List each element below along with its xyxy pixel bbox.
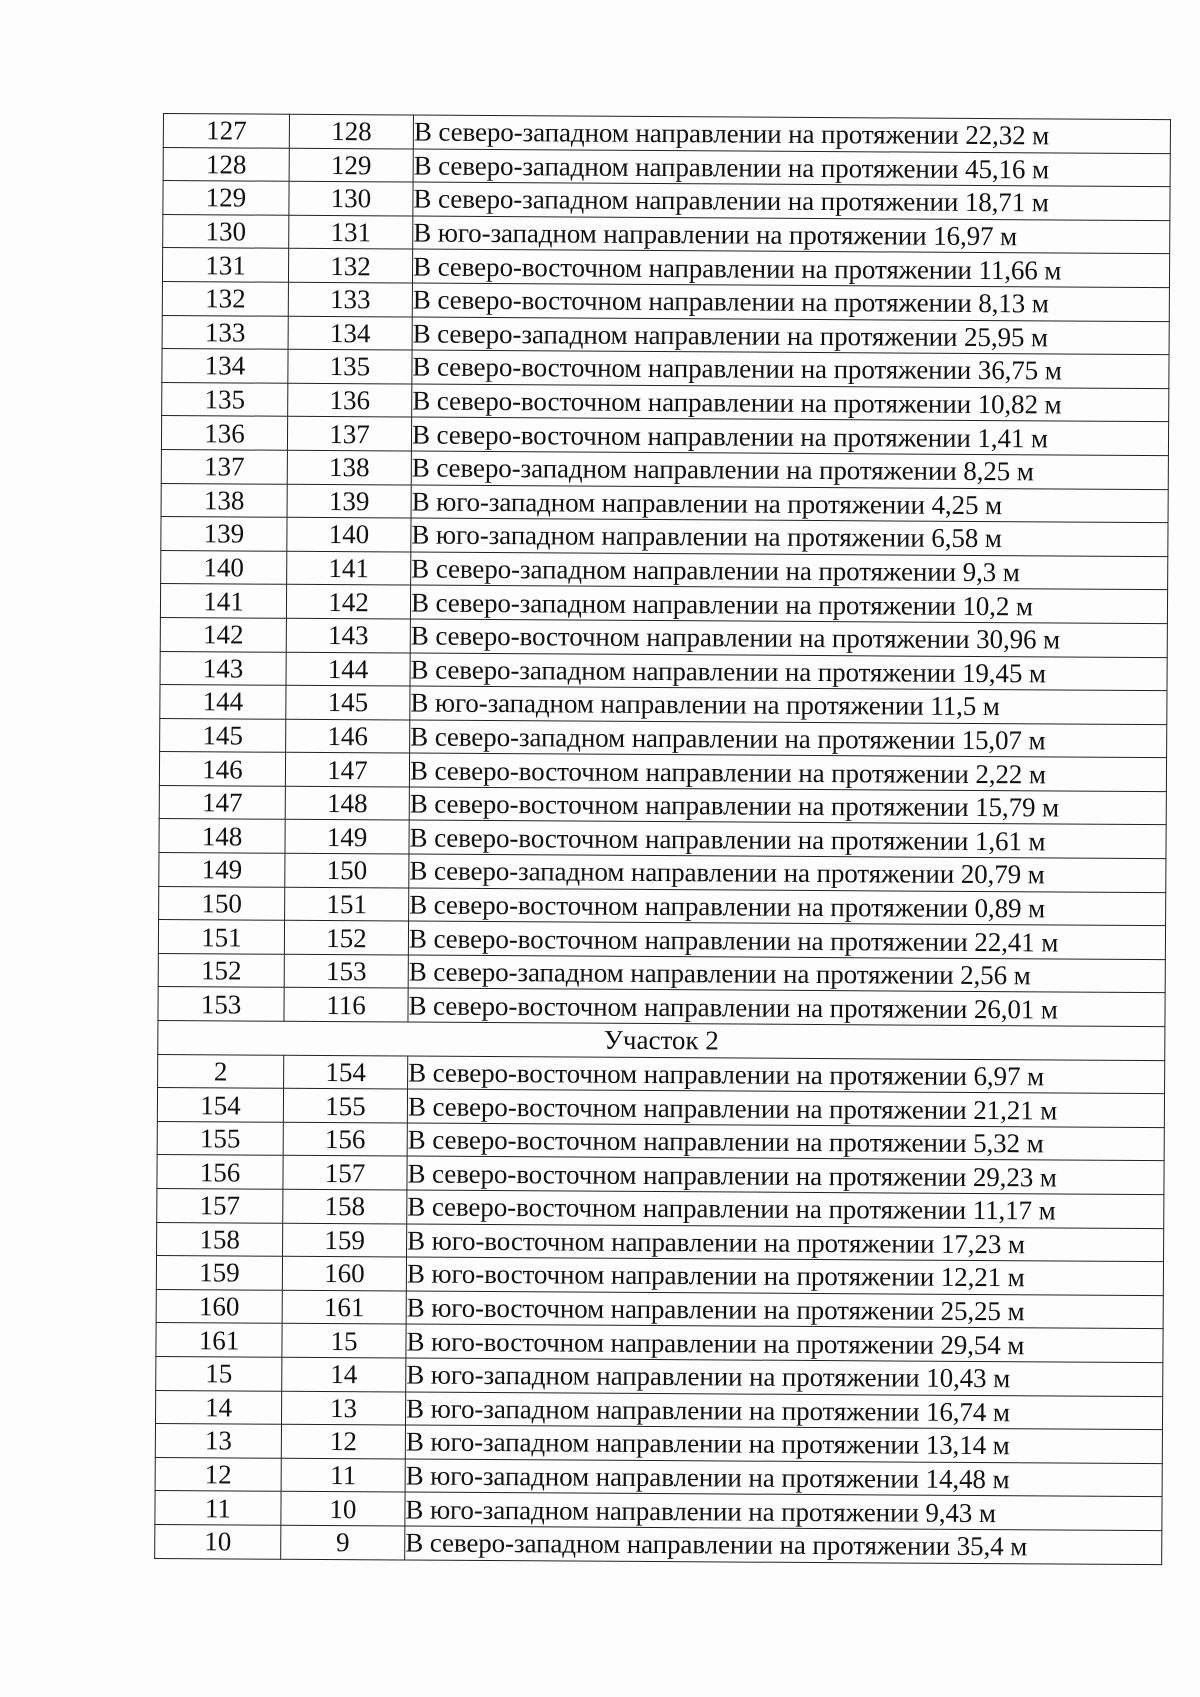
point-to-cell: 138 xyxy=(287,450,411,484)
direction-description-cell: В северо-восточном направлении на протяжении 29,23 м xyxy=(407,1156,1164,1194)
point-to-cell: 142 xyxy=(286,585,410,619)
point-from-cell: 144 xyxy=(160,685,286,719)
direction-description-cell: В северо-западном направлении на протяжении 9,3 м xyxy=(411,552,1168,590)
direction-description-cell: В северо-восточном направлении на протяжении 21,21 м xyxy=(407,1089,1164,1127)
point-to-cell: 131 xyxy=(289,215,413,249)
point-to-cell: 152 xyxy=(284,921,408,955)
direction-description-cell: В юго-восточном направлении на протяжении 25,25 м xyxy=(406,1291,1163,1329)
point-from-cell: 15 xyxy=(156,1356,282,1390)
point-from-cell: 10 xyxy=(155,1524,281,1558)
direction-description-cell: В северо-западном направлении на протяжении 45,16 м xyxy=(413,149,1170,187)
point-from-cell: 131 xyxy=(162,248,288,282)
direction-description-cell: В северо-западном направлении на протяжении 19,45 м xyxy=(410,653,1167,691)
point-from-cell: 145 xyxy=(160,718,286,752)
point-to-cell: 150 xyxy=(285,853,409,887)
point-from-cell: 148 xyxy=(159,819,285,853)
point-from-cell: 161 xyxy=(156,1323,282,1357)
point-from-cell: 149 xyxy=(159,853,285,887)
point-to-cell: 15 xyxy=(282,1324,406,1358)
direction-description-cell: В юго-западном направлении на протяжении 11,5 м xyxy=(410,686,1167,724)
point-from-cell: 13 xyxy=(155,1424,281,1458)
point-to-cell: 156 xyxy=(283,1122,407,1156)
point-to-cell: 145 xyxy=(286,685,410,719)
direction-description-cell: В северо-западном направлении на протяжении 20,79 м xyxy=(409,854,1166,892)
point-to-cell: 148 xyxy=(285,786,409,820)
point-to-cell: 151 xyxy=(285,887,409,921)
table-body xyxy=(155,114,1171,1565)
point-to-cell: 9 xyxy=(281,1525,405,1559)
direction-description-cell: В северо-восточном направлении на протяжении 26,01 м xyxy=(408,988,1165,1026)
point-to-cell: 129 xyxy=(289,148,413,182)
direction-description-cell: В северо-западном направлении на протяжении 10,2 м xyxy=(410,585,1167,623)
direction-description-cell: В северо-восточном направлении на протяжении 15,79 м xyxy=(409,787,1166,825)
point-to-cell: 146 xyxy=(286,719,410,753)
direction-description-cell: В юго-западном направлении на протяжении 13,14 м xyxy=(405,1425,1162,1463)
direction-description-cell: В северо-восточном направлении на протяжении 10,82 м xyxy=(412,384,1169,422)
point-to-cell: 153 xyxy=(284,954,408,988)
point-to-cell: 128 xyxy=(289,114,413,148)
point-from-cell: 156 xyxy=(157,1155,283,1189)
point-to-cell: 140 xyxy=(287,517,411,551)
point-to-cell: 11 xyxy=(281,1458,405,1492)
direction-description-cell: В северо-восточном направлении на протяжении 6,97 м xyxy=(408,1056,1165,1094)
point-to-cell: 139 xyxy=(287,484,411,518)
point-from-cell: 150 xyxy=(159,886,285,920)
point-from-cell: 137 xyxy=(161,449,287,483)
direction-description-cell: В юго-западном направлении на протяжении 4,25 м xyxy=(411,485,1168,523)
direction-description-cell: В северо-восточном направлении на протяжении 0,89 м xyxy=(409,888,1166,926)
point-to-cell: 158 xyxy=(283,1189,407,1223)
point-from-cell: 151 xyxy=(158,920,284,954)
point-from-cell: 138 xyxy=(161,483,287,517)
direction-description-cell: В юго-западном направлении на протяжении 10,43 м xyxy=(406,1358,1163,1396)
point-from-cell: 159 xyxy=(156,1256,282,1290)
point-from-cell: 142 xyxy=(160,617,286,651)
direction-description-cell: В юго-западном направлении на протяжении 9,43 м xyxy=(405,1492,1162,1530)
point-to-cell: 135 xyxy=(288,349,412,383)
point-from-cell: 154 xyxy=(157,1088,283,1122)
point-from-cell: 129 xyxy=(163,181,289,215)
point-from-cell: 11 xyxy=(155,1491,281,1525)
direction-description-cell: В северо-восточном направлении на протяжении 11,17 м xyxy=(407,1190,1164,1228)
point-to-cell: 134 xyxy=(288,316,412,350)
direction-description-cell: В юго-восточном направлении на протяжении 29,54 м xyxy=(406,1324,1163,1362)
point-from-cell: 140 xyxy=(161,550,287,584)
direction-description-cell: В северо-западном направлении на протяжении 25,95 м xyxy=(412,317,1169,355)
point-to-cell: 10 xyxy=(281,1492,405,1526)
point-from-cell: 133 xyxy=(162,315,288,349)
point-from-cell: 153 xyxy=(158,987,284,1021)
direction-description-cell: В северо-восточном направлении на протяжении 30,96 м xyxy=(410,619,1167,657)
point-from-cell: 155 xyxy=(157,1121,283,1155)
direction-description-cell: В северо-восточном направлении на протяжении 11,66 м xyxy=(412,249,1169,287)
point-to-cell: 13 xyxy=(281,1391,405,1425)
point-to-cell: 154 xyxy=(284,1055,408,1089)
point-to-cell: 155 xyxy=(283,1088,407,1122)
point-from-cell: 158 xyxy=(157,1222,283,1256)
point-to-cell: 143 xyxy=(286,618,410,652)
point-to-cell: 137 xyxy=(287,417,411,451)
point-to-cell: 136 xyxy=(288,383,412,417)
point-from-cell: 130 xyxy=(163,214,289,248)
direction-description-cell: В северо-западном направлении на протяжении 35,4 м xyxy=(405,1526,1162,1564)
point-to-cell: 161 xyxy=(282,1290,406,1324)
point-from-cell: 160 xyxy=(156,1289,282,1323)
point-to-cell: 149 xyxy=(285,820,409,854)
direction-description-cell: В северо-восточном направлении на протяжении 8,13 м xyxy=(412,283,1169,321)
boundary-description-table xyxy=(154,113,1171,1565)
point-to-cell: 133 xyxy=(288,282,412,316)
direction-description-cell: В юго-западном направлении на протяжении 6,58 м xyxy=(411,518,1168,556)
point-to-cell: 116 xyxy=(284,988,408,1022)
direction-description-cell: В юго-восточном направлении на протяжении 17,23 м xyxy=(407,1224,1164,1262)
point-to-cell: 141 xyxy=(287,551,411,585)
point-from-cell: 146 xyxy=(159,752,285,786)
point-from-cell: 157 xyxy=(157,1188,283,1222)
point-from-cell: 152 xyxy=(158,953,284,987)
direction-description-cell: В юго-западном направлении на протяжении 14,48 м xyxy=(405,1459,1162,1497)
point-from-cell: 14 xyxy=(155,1390,281,1424)
direction-description-cell: В северо-западном направлении на протяжении 22,32 м xyxy=(413,115,1170,153)
point-from-cell: 2 xyxy=(158,1054,284,1088)
direction-description-cell: В северо-западном направлении на протяжении 15,07 м xyxy=(410,720,1167,758)
direction-description-cell: В юго-западном направлении на протяжении 16,74 м xyxy=(405,1392,1162,1430)
point-to-cell: 160 xyxy=(282,1256,406,1290)
direction-description-cell: В северо-восточном направлении на протяжении 22,41 м xyxy=(408,921,1165,959)
table-row xyxy=(155,1524,1162,1564)
point-from-cell: 132 xyxy=(162,281,288,315)
point-from-cell: 139 xyxy=(161,517,287,551)
point-from-cell: 12 xyxy=(155,1457,281,1491)
point-from-cell: 143 xyxy=(160,651,286,685)
point-to-cell: 157 xyxy=(283,1156,407,1190)
point-to-cell: 144 xyxy=(286,652,410,686)
point-from-cell: 136 xyxy=(161,416,287,450)
point-to-cell: 159 xyxy=(283,1223,407,1257)
direction-description-cell: В юго-восточном направлении на протяжении 12,21 м xyxy=(406,1257,1163,1295)
direction-description-cell: В юго-западном направлении на протяжении 16,97 м xyxy=(413,216,1170,254)
point-to-cell: 12 xyxy=(281,1424,405,1458)
direction-description-cell: В северо-западном направлении на протяжении 2,56 м xyxy=(408,955,1165,993)
point-to-cell: 132 xyxy=(288,249,412,283)
point-from-cell: 135 xyxy=(162,382,288,416)
point-to-cell: 130 xyxy=(289,181,413,215)
direction-description-cell: В северо-западном направлении на протяжении 18,71 м xyxy=(413,182,1170,220)
point-to-cell: 14 xyxy=(282,1357,406,1391)
point-from-cell: 134 xyxy=(162,349,288,383)
direction-description-cell: В северо-восточном направлении на протяжении 2,22 м xyxy=(409,753,1166,791)
point-to-cell: 147 xyxy=(285,753,409,787)
direction-description-cell: В северо-восточном направлении на протяжении 1,61 м xyxy=(409,820,1166,858)
point-from-cell: 127 xyxy=(163,114,289,148)
point-from-cell: 128 xyxy=(163,147,289,181)
point-from-cell: 141 xyxy=(160,584,286,618)
direction-description-cell: В северо-восточном направлении на протяжении 1,41 м xyxy=(411,417,1168,455)
point-from-cell: 147 xyxy=(159,785,285,819)
direction-description-cell: В северо-западном направлении на протяжении 8,25 м xyxy=(411,451,1168,489)
direction-description-cell: В северо-восточном направлении на протяжении 36,75 м xyxy=(412,350,1169,388)
section-title: Участок 2 xyxy=(158,1021,1165,1061)
direction-description-cell: В северо-восточном направлении на протяжении 5,32 м xyxy=(407,1123,1164,1161)
